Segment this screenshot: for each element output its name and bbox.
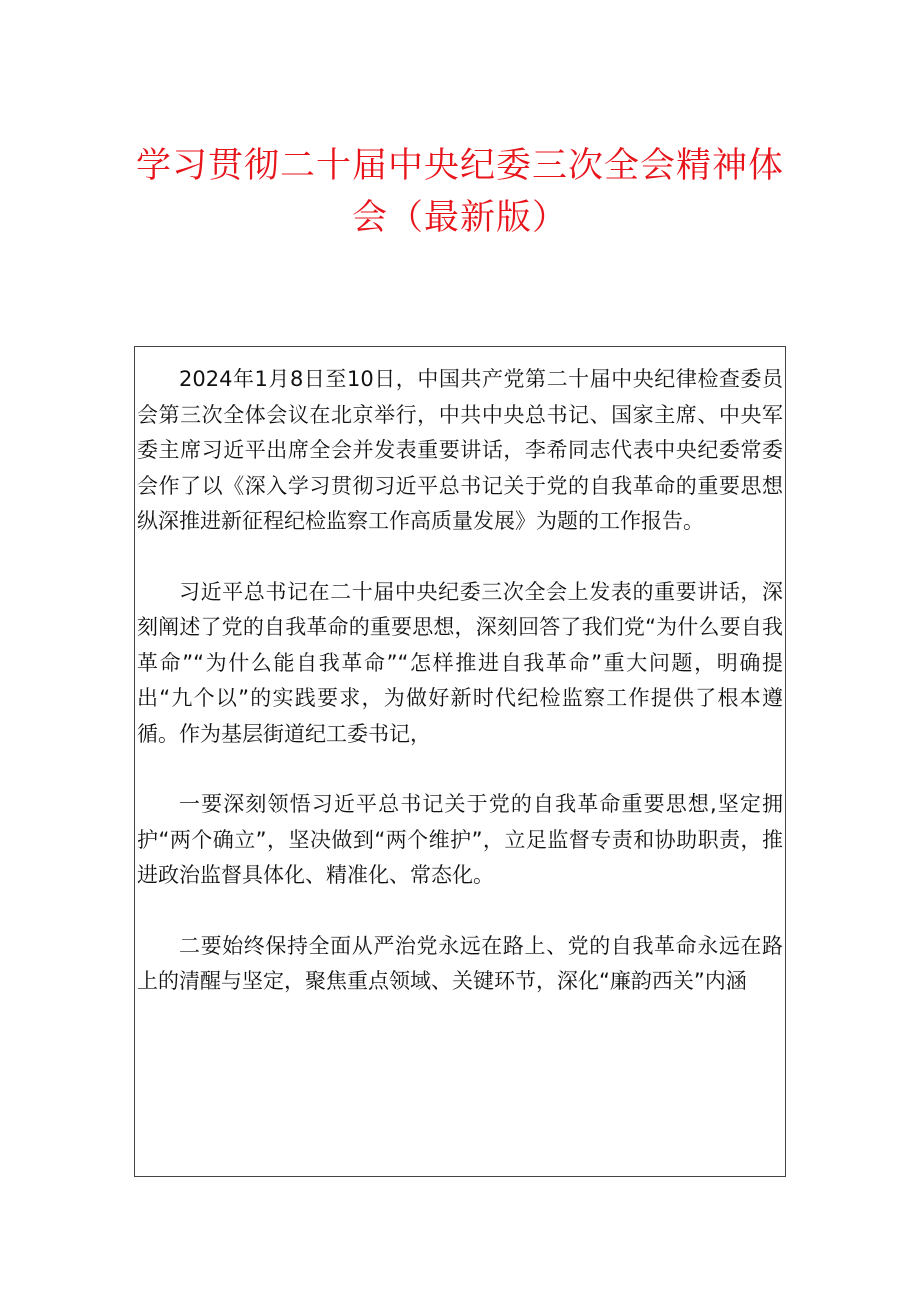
paragraph-3: 一要深刻领悟习近平总书记关于党的自我革命重要思想,坚定拥护“两个确立”，坚决做到“两个维护”，立足监督专责和协助职责，推进政治监督具体化、精准化、常态化。 <box>137 792 783 887</box>
document-title: 学习贯彻二十届中央纪委三次全会精神体会（最新版） <box>135 146 784 238</box>
paragraph-4: 二要始终保持全面从严治党永远在路上、党的自我革命永远在路上的清醒与坚定，聚焦重点领域、关键环节，深化“廉韵西关”内涵 <box>137 933 783 993</box>
paragraph-1: 2024年1月8日至10日，中国共产党第二十届中央纪律检查委员会第三次全体会议在北京举行，中共中央总书记、国家主席、中央军委主席习近平出席全会并发表重要讲话，李希同志代表中央纪委常委会作了以《深入学习贯彻习近平总书记关于党的自我革命的重要思想纵深推进新征程纪检监察工作高质量发展》为题的工作报告。 <box>137 367 783 533</box>
content-frame <box>134 346 786 1177</box>
paragraph-2: 习近平总书记在二十届中央纪委三次全会上发表的重要讲话，深刻阐述了党的自我革命的重要思想，深刻回答了我们党“为什么要自我革命”“为什么能自我革命”“怎样推进自我革命”重大问题，明确提出“九个以”的实践要求，为做好新时代纪检监察工作提供了根本遵循。作为基层街道纪工委书记， <box>137 579 783 746</box>
